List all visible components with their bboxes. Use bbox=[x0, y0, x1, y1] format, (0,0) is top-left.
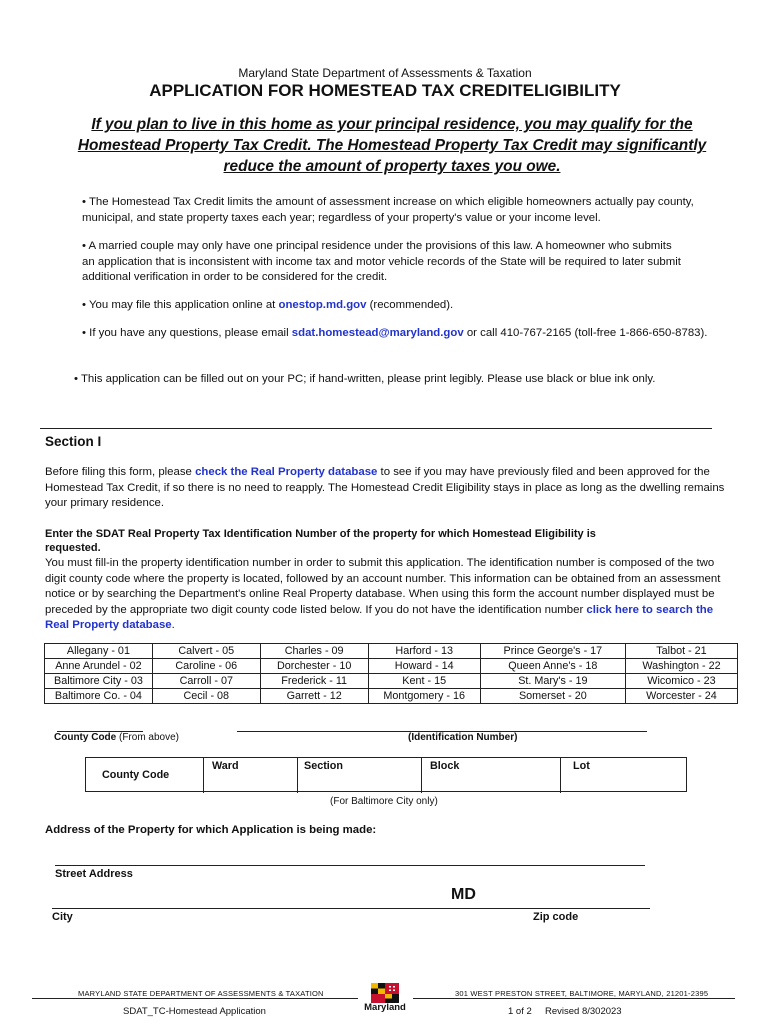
form-title: APPLICATION FOR HOMESTEAD TAX CREDITELIGIBILITY bbox=[149, 81, 621, 100]
baltimore-city-note: (For Baltimore City only) bbox=[330, 796, 438, 807]
id-explanation-text: You must fill-in the property identification number in order to submit this application. The identification number is composed of the two digit county code where the property is located, followed by an account number. This information can be obtained from an assessment notice or by searching the Department's online Real Property database. When using this form the account number displayed must be preceded by the appropriate two digit county code listed below. If you do not have the identification number bbox=[45, 557, 721, 616]
county-row bbox=[45, 659, 738, 674]
bullet-questions-text: • If you have any questions, please email bbox=[82, 327, 292, 339]
county-cell: Howard - 14 bbox=[368, 659, 480, 674]
footer-rule-right bbox=[413, 998, 735, 999]
id-number-label: (Identification Number) bbox=[408, 732, 518, 743]
id-explanation bbox=[45, 556, 725, 634]
state-md: MD bbox=[451, 886, 476, 903]
lot-field[interactable] bbox=[560, 758, 699, 793]
county-code-label-bold: County Code bbox=[54, 732, 117, 743]
county-cell: Charles - 09 bbox=[260, 644, 368, 659]
agency-name: Maryland State Department of Assessments & Taxation bbox=[238, 66, 532, 80]
county-cell: Harford - 13 bbox=[368, 644, 480, 659]
county-cell: Washington - 22 bbox=[625, 659, 737, 674]
section-divider bbox=[40, 428, 712, 429]
baltimore-city-box bbox=[85, 757, 687, 792]
revision-date: Revised 8/302023 bbox=[545, 1006, 622, 1017]
bullet-credit-limit: • The Homestead Tax Credit limits the amount of assessment increase on which eligible homeowners actually pay county, municipal, and state property taxes each year; regardless of your property's value or your income level. bbox=[82, 196, 694, 224]
section-intro-text: Before filing this form, please bbox=[45, 466, 196, 478]
form-id: SDAT_TC-Homestead Application bbox=[123, 1006, 266, 1017]
id-instruction: Enter the SDAT Real Property Tax Identification Number of the property for which Homestead Eligibility is requested. bbox=[45, 528, 596, 554]
section-intro bbox=[45, 465, 725, 512]
county-cell: Frederick - 11 bbox=[260, 674, 368, 689]
county-cell: Kent - 15 bbox=[368, 674, 480, 689]
street-address-line[interactable] bbox=[55, 865, 645, 866]
county-cell: Cecil - 08 bbox=[152, 689, 260, 704]
bc-county-code-label: County Code bbox=[102, 769, 170, 781]
maryland-logo bbox=[360, 981, 410, 1019]
county-cell: Dorchester - 10 bbox=[260, 659, 368, 674]
county-cell: Prince George's - 17 bbox=[480, 644, 625, 659]
page-number: 1 of 2 bbox=[508, 1006, 532, 1017]
bullet-married-couple: • A married couple may only have one principal residence under the provisions of this law. A homeowner who submits an application that is inconsistent with income tax and motor vehicle records of the State will be required to later submit additional verification in order to be considered for the credit. bbox=[82, 240, 681, 283]
county-cell: Queen Anne's - 18 bbox=[480, 659, 625, 674]
maryland-flag-icon bbox=[360, 981, 410, 1019]
headline: If you plan to live in this home as your principal residence, you may qualify for the Homestead Property Tax Credit. The Homestead Property Tax Credit may significantly reduce the amount of property taxes you owe. bbox=[77, 116, 707, 175]
county-cell: Garrett - 12 bbox=[260, 689, 368, 704]
bullet-fill-pc: • This application can be filled out on your PC; if hand-written, please print legibly. Please use black or blue ink only. bbox=[74, 373, 656, 385]
bullet-questions bbox=[82, 326, 722, 342]
section-intro-suffix: to see if you may have previously filed and been approved for the Homestead Tax Credit, if so there is no need to reapply. The Homestead Credit Eligibility stays in place as long as the dwelling remains your primary residence. bbox=[45, 466, 725, 509]
block-field[interactable] bbox=[421, 758, 560, 793]
county-row bbox=[45, 689, 738, 704]
county-cell: Talbot - 21 bbox=[625, 644, 737, 659]
section-title: Section I bbox=[45, 434, 102, 449]
bullet-questions-suffix: or call 410-767-2165 (toll-free 1-866-650-8783). bbox=[463, 327, 708, 339]
county-cell: Somerset - 20 bbox=[480, 689, 625, 704]
county-code-label-note: (From above) bbox=[116, 732, 180, 743]
onestop-link[interactable]: onestop.md.gov bbox=[278, 299, 367, 311]
bullet-file-online bbox=[82, 298, 722, 314]
ward-label: Ward bbox=[212, 760, 239, 772]
county-cell: Caroline - 06 bbox=[152, 659, 260, 674]
footer-rule-left bbox=[32, 998, 358, 999]
city-label: City bbox=[52, 911, 73, 923]
email-link[interactable]: sdat.homestead@maryland.gov bbox=[291, 327, 464, 339]
real-property-db-link[interactable]: check the Real Property database bbox=[195, 466, 378, 478]
county-cell: Wicomico - 23 bbox=[625, 674, 737, 689]
ward-field[interactable] bbox=[203, 758, 302, 793]
county-cell: Carroll - 07 bbox=[152, 674, 260, 689]
county-code-label bbox=[54, 732, 179, 743]
lot-label: Lot bbox=[573, 760, 590, 772]
id-explanation-suffix: . bbox=[171, 619, 175, 631]
county-code-table bbox=[44, 643, 738, 704]
county-cell: Allegany - 01 bbox=[45, 644, 153, 659]
city-zip-line[interactable] bbox=[52, 908, 650, 909]
logo-text: Maryland bbox=[364, 1002, 406, 1013]
section-field[interactable] bbox=[297, 758, 424, 793]
county-cell: St. Mary's - 19 bbox=[480, 674, 625, 689]
block-label: Block bbox=[430, 760, 460, 772]
county-cell: Worcester - 24 bbox=[625, 689, 737, 704]
county-cell: Anne Arundel - 02 bbox=[45, 659, 153, 674]
county-cell: Calvert - 05 bbox=[152, 644, 260, 659]
bullet-file-online-text: • You may file this application online at bbox=[82, 299, 279, 311]
county-cell: Montgomery - 16 bbox=[368, 689, 480, 704]
county-cell: Baltimore City - 03 bbox=[45, 674, 153, 689]
search-db-link[interactable]: click here to search the Real Property database bbox=[45, 603, 714, 631]
county-row bbox=[45, 674, 738, 689]
footer-address: 301 WEST PRESTON STREET, BALTIMORE, MARYLAND, 21201-2395 bbox=[455, 989, 709, 998]
section-label: Section bbox=[304, 760, 343, 772]
county-row bbox=[45, 644, 738, 659]
bullet-file-online-suffix: (recommended). bbox=[366, 299, 454, 311]
zip-label: Zip code bbox=[533, 911, 579, 923]
street-address-label: Street Address bbox=[55, 868, 133, 880]
address-heading: Address of the Property for which Application is being made: bbox=[45, 824, 377, 836]
county-cell: Baltimore Co. - 04 bbox=[45, 689, 153, 704]
footer-agency: MARYLAND STATE DEPARTMENT OF ASSESSMENTS & TAXATION bbox=[78, 989, 324, 998]
